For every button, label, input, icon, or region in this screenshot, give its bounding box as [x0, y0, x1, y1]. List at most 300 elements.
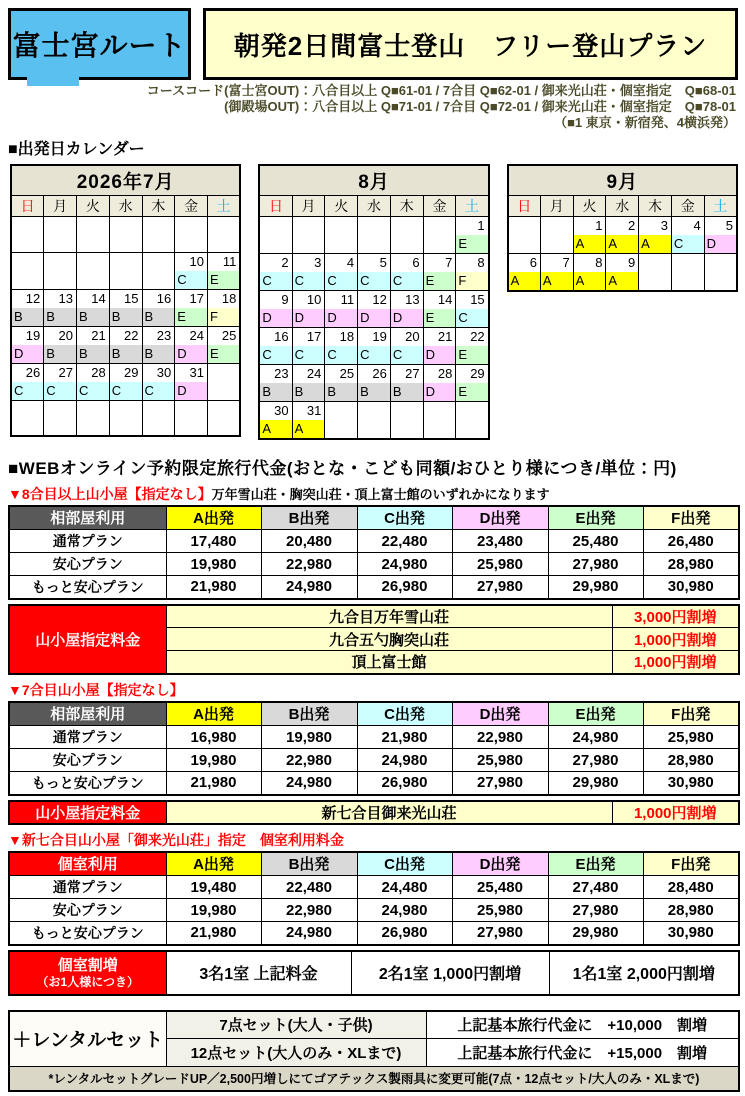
departure-code: B	[358, 383, 390, 401]
calendar-day-cell	[175, 326, 208, 363]
departure-column-header: D出発	[452, 506, 548, 530]
surcharge-label: 山小屋指定料金	[9, 801, 166, 824]
course-codes	[8, 83, 738, 131]
calendar-day-cell	[423, 253, 456, 290]
day-number: 29	[470, 365, 485, 381]
day-number: 21	[437, 328, 453, 344]
price-section-heading: ■WEBオンライン予約限定旅行代金(おとな・こども同額/おひとり様につき/単位：円)	[8, 458, 677, 478]
price-value: 19,980	[166, 553, 261, 576]
price-value: 19,980	[166, 749, 261, 772]
calendar-day-cell	[142, 363, 175, 400]
price-row	[9, 876, 739, 899]
price-value: 28,980	[643, 899, 739, 922]
calendar-empty-cell	[142, 252, 175, 289]
price-row	[9, 530, 739, 553]
day-number: 21	[91, 327, 106, 343]
departure-code: F	[208, 308, 239, 326]
day-number: 8	[595, 254, 603, 270]
departure-code: A	[509, 272, 540, 290]
day-number: 28	[91, 364, 106, 380]
day-number: 25	[339, 365, 355, 381]
day-number: 14	[91, 290, 106, 306]
calendar-empty-cell	[508, 216, 541, 253]
departure-column-header: E出発	[548, 702, 643, 726]
calendar-empty-cell	[44, 216, 77, 252]
calendar-empty-cell	[423, 216, 456, 253]
departure-code: D	[325, 309, 357, 327]
room-surcharge-row	[9, 951, 739, 995]
day-number: 18	[221, 290, 237, 306]
calendar-day-cell	[292, 401, 325, 439]
departure-code: C	[391, 272, 423, 290]
price-value: 21,980	[166, 772, 261, 795]
calendar-empty-cell	[142, 216, 175, 252]
departure-code: C	[293, 346, 325, 364]
calendar-empty-cell	[325, 216, 358, 253]
departure-code: C	[325, 346, 357, 364]
departure-code: C	[110, 382, 142, 400]
calendar-day-cell	[671, 216, 704, 253]
day-number: 4	[693, 217, 701, 233]
calendar-day-cell	[175, 363, 208, 400]
departure-code: B	[325, 383, 357, 401]
day-number: 6	[412, 254, 420, 270]
price-value: 19,980	[261, 726, 357, 749]
departure-code: C	[260, 272, 291, 290]
calendar-empty-cell	[639, 253, 672, 291]
calendar-empty-cell	[109, 252, 142, 289]
price-value: 22,980	[452, 726, 548, 749]
departure-code: B	[143, 308, 175, 326]
day-number: 23	[156, 327, 172, 343]
price-value: 24,980	[261, 772, 357, 795]
calendar-day-cell	[11, 363, 44, 400]
calendar-day-cell	[325, 364, 358, 401]
price-value: 26,980	[357, 576, 452, 599]
hut-surcharge-table-2	[8, 800, 740, 825]
day-number: 22	[124, 327, 139, 343]
surcharge-fee: 1,000円割増	[612, 801, 739, 824]
price-table-subheading-2	[8, 682, 738, 699]
departure-code: C	[12, 382, 43, 400]
calendar-day-cell	[292, 364, 325, 401]
calendar-empty-cell	[456, 401, 489, 439]
calendar-day-cell	[423, 290, 456, 327]
surcharge-fee: 1,000円割増	[612, 651, 739, 674]
calendar-day-cell	[11, 289, 44, 326]
plan-label: もっと安心プラン	[9, 576, 166, 599]
departure-code: B	[260, 383, 291, 401]
calendar-empty-cell	[142, 400, 175, 436]
calendar-day-cell	[292, 253, 325, 290]
price-value: 24,980	[357, 749, 452, 772]
calendar-day-cell	[208, 326, 241, 363]
departure-column-header: E出発	[548, 506, 643, 530]
price-value: 28,480	[643, 876, 739, 899]
departure-column-header: C出発	[357, 702, 452, 726]
departure-code: C	[325, 272, 357, 290]
day-number: 4	[346, 254, 355, 270]
departure-code: B	[77, 308, 109, 326]
calendar-day-cell	[175, 289, 208, 326]
departure-code: B	[143, 345, 175, 363]
calendar-empty-cell	[109, 400, 142, 436]
weekday-header: 日	[508, 195, 541, 216]
price-value: 27,980	[548, 749, 643, 772]
day-number: 18	[339, 328, 355, 344]
departure-code: A	[293, 420, 325, 438]
departure-code: E	[208, 345, 239, 363]
departure-code: B	[12, 308, 43, 326]
departure-code: D	[260, 309, 291, 327]
weekday-header: 火	[325, 195, 358, 216]
departure-column-header: A出発	[166, 702, 261, 726]
weekday-header: 土	[208, 195, 241, 216]
calendar-empty-cell	[390, 401, 423, 439]
calendar-empty-cell	[109, 216, 142, 252]
calendar-day-cell	[704, 216, 737, 253]
departure-code: E	[456, 346, 487, 364]
calendar-day-cell	[259, 364, 292, 401]
price-value: 28,980	[643, 749, 739, 772]
calendar-day-cell	[259, 253, 292, 290]
calendar-september	[507, 164, 738, 292]
calendar-empty-cell	[44, 252, 77, 289]
departure-code: B	[77, 345, 109, 363]
calendar-empty-cell	[175, 216, 208, 252]
price-value: 27,980	[452, 576, 548, 599]
departure-code: B	[44, 308, 76, 326]
price-value: 25,480	[452, 876, 548, 899]
day-number: 10	[306, 291, 322, 307]
calendar-day-cell	[109, 289, 142, 326]
day-number: 27	[58, 364, 74, 380]
price-value: 29,980	[548, 772, 643, 795]
surcharge-fee: 3,000円割増	[612, 605, 739, 628]
calendar-empty-cell	[208, 400, 241, 436]
price-value: 19,980	[166, 899, 261, 922]
departure-code: C	[358, 272, 390, 290]
weekday-header: 水	[606, 195, 639, 216]
calendar-day-cell	[109, 363, 142, 400]
calendar-day-cell	[44, 363, 77, 400]
price-tables	[8, 486, 738, 996]
departure-code: D	[424, 346, 456, 364]
price-table-corner-header: 相部屋利用	[9, 506, 166, 530]
price-value: 20,480	[261, 530, 357, 553]
calendar-day-cell	[44, 289, 77, 326]
day-number: 14	[437, 291, 453, 307]
price-value: 24,980	[548, 726, 643, 749]
weekday-header: 月	[44, 195, 77, 216]
price-row	[9, 553, 739, 576]
weekday-header: 金	[423, 195, 456, 216]
calendar-day-cell	[208, 289, 241, 326]
departure-code: C	[358, 346, 390, 364]
room-surcharge-label-line1: 個室割増	[57, 956, 118, 974]
calendar-empty-cell	[44, 400, 77, 436]
plan-label: 通常プラン	[9, 726, 166, 749]
departure-code: C	[77, 382, 109, 400]
departure-column-header: C出発	[357, 852, 452, 876]
departure-code: A	[606, 235, 638, 253]
course-code-line-3: （■1 東京・新宿発、4横浜発）	[554, 115, 736, 130]
price-value: 29,980	[548, 922, 643, 945]
calendar-empty-cell	[358, 401, 391, 439]
departure-code: E	[424, 272, 456, 290]
price-row	[9, 726, 739, 749]
calendar-day-cell	[259, 401, 292, 439]
calendar-day-cell	[573, 253, 606, 291]
weekday-header: 水	[109, 195, 142, 216]
header	[8, 8, 738, 80]
calendar-empty-cell	[208, 363, 241, 400]
price-table-1	[8, 505, 740, 600]
price-value: 30,980	[643, 576, 739, 599]
price-value: 24,980	[357, 553, 452, 576]
calendar-month-title: 2026年7月	[11, 165, 240, 195]
price-value: 24,980	[357, 899, 452, 922]
price-value: 27,980	[452, 772, 548, 795]
day-number: 26	[372, 365, 387, 381]
calendar-day-cell	[540, 253, 573, 291]
room-surcharge-label-line2: （お1人様につき）	[36, 974, 139, 989]
departure-column-header: F出発	[643, 702, 739, 726]
day-number: 2	[281, 254, 289, 270]
price-table-subheading-3	[8, 832, 738, 849]
calendar-day-cell	[606, 216, 639, 253]
departure-code: B	[293, 383, 325, 401]
price-value: 23,480	[452, 530, 548, 553]
day-number: 26	[25, 364, 41, 380]
price-value: 26,980	[357, 922, 452, 945]
rental-set-name: 7点セット(大人・子供)	[166, 1011, 426, 1039]
room-surcharge-option: 1名1室 2,000円割増	[549, 951, 739, 995]
weekday-header: 土	[704, 195, 737, 216]
departure-code: C	[44, 382, 76, 400]
price-row	[9, 749, 739, 772]
departure-column-header: D出発	[452, 852, 548, 876]
day-number: 28	[437, 365, 453, 381]
day-number: 6	[529, 254, 537, 270]
weekday-header: 金	[175, 195, 208, 216]
calendar-day-cell	[390, 253, 423, 290]
calendar-day-cell	[639, 216, 672, 253]
departure-code: B	[110, 345, 142, 363]
plan-label: 安心プラン	[9, 553, 166, 576]
calendar-empty-cell	[423, 401, 456, 439]
calendar-day-cell	[358, 290, 391, 327]
calendar-day-cell	[423, 327, 456, 364]
rental-set-name: 12点セット(大人のみ・XLまで)	[166, 1039, 426, 1067]
departure-code: A	[574, 272, 606, 290]
departure-code: D	[12, 345, 43, 363]
rental-set-table	[8, 1010, 740, 1092]
departure-code: A	[639, 235, 671, 253]
price-value: 24,980	[261, 922, 357, 945]
price-value: 16,980	[166, 726, 261, 749]
weekday-header: 水	[358, 195, 391, 216]
price-table-corner-header: 相部屋利用	[9, 702, 166, 726]
day-number: 2	[627, 217, 636, 233]
day-number: 16	[274, 328, 289, 344]
hut-name: 新七合目御来光山荘	[166, 801, 612, 824]
calendar-empty-cell	[704, 253, 737, 291]
departure-code: C	[391, 346, 423, 364]
calendar-day-cell	[358, 364, 391, 401]
price-value: 25,980	[452, 899, 548, 922]
day-number: 22	[470, 328, 485, 344]
day-number: 24	[306, 365, 322, 381]
course-code-line-1: コースコード(富士宮OUT)：八合目以上 Q■61-01 / 7合目 Q■62-01 / 御来光山荘・個室指定 Q■68-01	[146, 83, 736, 98]
room-surcharge-table	[8, 950, 740, 996]
calendar-day-cell	[456, 253, 489, 290]
rental-set-fee: 上記基本旅行代金に +15,000 割増	[426, 1039, 739, 1067]
departure-code: B	[44, 345, 76, 363]
price-value: 27,980	[548, 899, 643, 922]
departure-code: A	[574, 235, 606, 253]
departure-column-header: B出発	[261, 852, 357, 876]
calendar-day-cell	[456, 216, 489, 253]
price-value: 29,980	[548, 576, 643, 599]
day-number: 27	[405, 365, 420, 381]
subheading-red-text: ▼8合目以上山小屋【指定なし】	[8, 485, 212, 502]
price-value: 28,980	[643, 553, 739, 576]
departure-code: C	[175, 271, 207, 289]
departure-code: C	[260, 346, 291, 364]
calendar-empty-cell	[390, 216, 423, 253]
price-value: 24,480	[357, 876, 452, 899]
subheading-red-text: ▼新七合目山小屋「御来光山荘」指定 個室利用料金	[8, 831, 344, 848]
calendar-day-cell	[325, 327, 358, 364]
calendar-august	[258, 164, 489, 440]
departure-code: D	[391, 309, 423, 327]
departure-code: D	[424, 383, 456, 401]
calendar-day-cell	[390, 364, 423, 401]
price-value: 26,980	[357, 772, 452, 795]
departure-code: E	[208, 271, 239, 289]
day-number: 17	[306, 328, 322, 344]
day-number: 5	[379, 254, 387, 270]
departure-column-header: D出発	[452, 702, 548, 726]
day-number: 20	[58, 327, 74, 343]
calendar-month-title: 8月	[259, 165, 488, 195]
price-row	[9, 922, 739, 945]
departure-code: C	[293, 272, 325, 290]
departure-column-header: A出発	[166, 506, 261, 530]
calendar-empty-cell	[540, 216, 573, 253]
day-number: 3	[660, 217, 668, 233]
plan-label: もっと安心プラン	[9, 772, 166, 795]
day-number: 24	[189, 327, 205, 343]
departure-code: E	[456, 235, 487, 253]
price-value: 21,980	[166, 576, 261, 599]
weekday-header: 木	[142, 195, 175, 216]
day-number: 9	[627, 254, 636, 270]
day-number: 11	[340, 291, 355, 307]
room-surcharge-option: 2名1室 1,000円割増	[351, 951, 549, 995]
route-badge: 富士宮ルート	[8, 8, 191, 80]
price-value: 22,480	[357, 530, 452, 553]
price-value: 25,980	[452, 749, 548, 772]
calendar-empty-cell	[358, 216, 391, 253]
calendar-day-cell	[456, 290, 489, 327]
day-number: 9	[281, 291, 289, 307]
day-number: 20	[405, 328, 420, 344]
price-value: 21,980	[166, 922, 261, 945]
day-number: 15	[470, 291, 485, 307]
departure-code: C	[672, 235, 704, 253]
day-number: 16	[156, 290, 172, 306]
calendar-empty-cell	[77, 400, 110, 436]
price-row	[9, 576, 739, 599]
departure-code: F	[456, 272, 487, 290]
calendar-day-cell	[390, 290, 423, 327]
departure-column-header: B出発	[261, 506, 357, 530]
calendar-day-cell	[456, 364, 489, 401]
price-value: 25,980	[643, 726, 739, 749]
departure-code: E	[424, 309, 456, 327]
price-value: 25,480	[548, 530, 643, 553]
day-number: 30	[274, 402, 289, 418]
departure-code: E	[175, 308, 207, 326]
weekday-header: 土	[456, 195, 489, 216]
room-surcharge-option: 3名1室 上記料金	[166, 951, 351, 995]
calendar-day-cell	[292, 290, 325, 327]
calendar-empty-cell	[11, 252, 44, 289]
day-number: 25	[221, 327, 237, 343]
room-surcharge-label	[9, 951, 166, 995]
calendar-day-cell	[44, 326, 77, 363]
calendar-day-cell	[109, 326, 142, 363]
departure-code: D	[293, 309, 325, 327]
price-value: 27,980	[548, 553, 643, 576]
calendar-heading: ■出発日カレンダー	[8, 141, 145, 158]
price-row	[9, 899, 739, 922]
departure-code: A	[606, 272, 638, 290]
departure-column-header: E出発	[548, 852, 643, 876]
weekday-header: 日	[259, 195, 292, 216]
course-code-line-2: (御殿場OUT)：八合目以上 Q■71-01 / 7合目 Q■72-01 / 御来光山荘・個室指定 Q■78-01	[224, 99, 736, 114]
calendar-empty-cell	[671, 253, 704, 291]
rental-set-label: ＋レンタルセット	[9, 1011, 166, 1067]
day-number: 10	[189, 253, 205, 269]
weekday-header: 火	[573, 195, 606, 216]
day-number: 13	[58, 290, 74, 306]
departure-column-header: F出発	[643, 506, 739, 530]
calendar-empty-cell	[208, 216, 241, 252]
calendar-day-cell	[142, 326, 175, 363]
departure-column-header: B出発	[261, 702, 357, 726]
departure-code: D	[705, 235, 736, 253]
rental-set-area	[8, 1010, 738, 1092]
day-number: 31	[189, 364, 205, 380]
weekday-header: 日	[11, 195, 44, 216]
calendar-empty-cell	[292, 216, 325, 253]
day-number: 12	[372, 291, 387, 307]
calendar-july	[10, 164, 241, 437]
day-number: 30	[156, 364, 172, 380]
calendar-day-cell	[77, 289, 110, 326]
departure-column-header: A出発	[166, 852, 261, 876]
calendar-day-cell	[292, 327, 325, 364]
calendar-empty-cell	[77, 216, 110, 252]
calendar-day-cell	[325, 290, 358, 327]
calendar-day-cell	[456, 327, 489, 364]
departure-column-header: C出発	[357, 506, 452, 530]
day-number: 1	[595, 217, 603, 233]
price-value: 30,980	[643, 772, 739, 795]
